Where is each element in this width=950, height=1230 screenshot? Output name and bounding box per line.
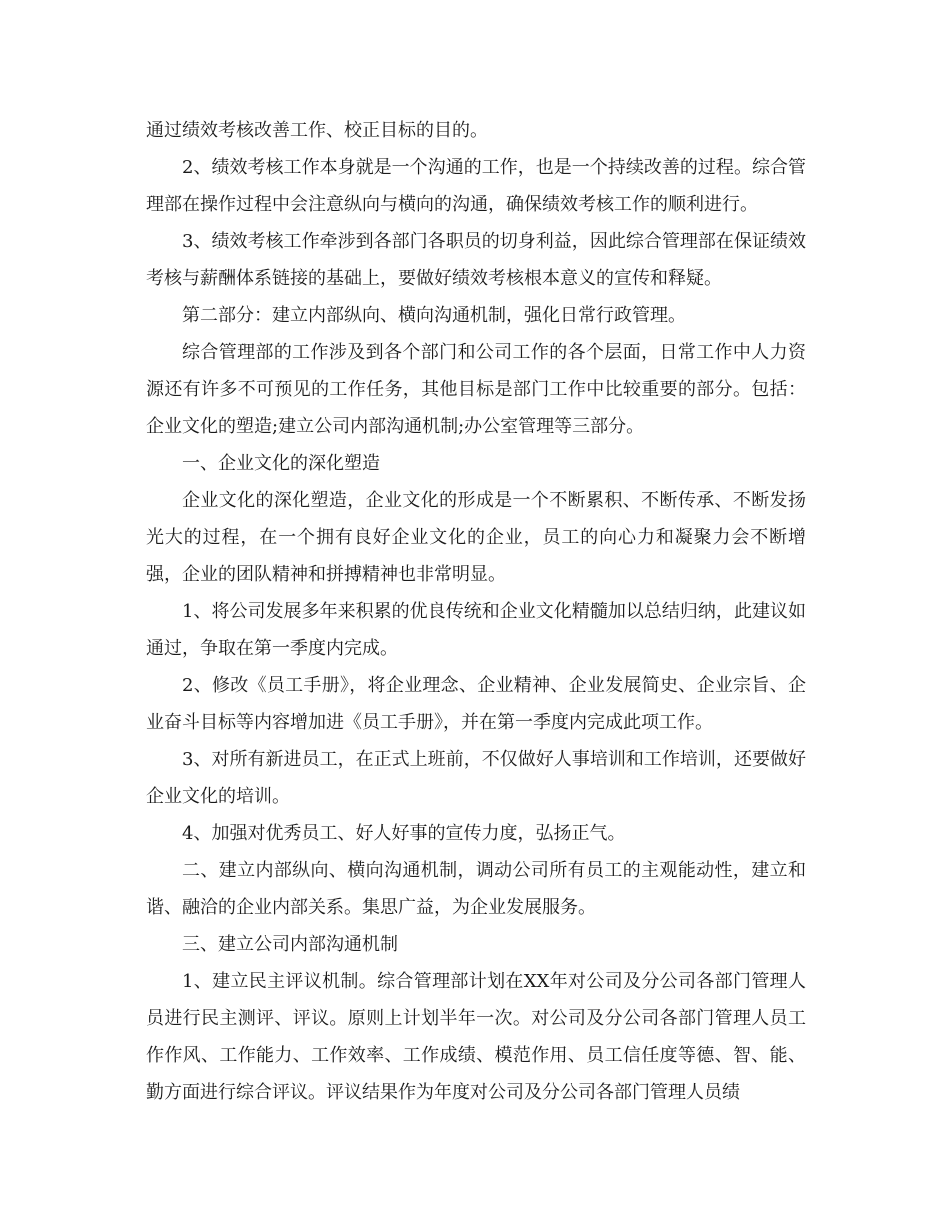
document-body [146,112,806,1111]
heading-corporate-culture: 一、企业文化的深化塑造 [182,453,380,474]
list-item-new-employee-training: 3、对所有新进员工，在正式上班前，不仅做好人事培训和工作培训，还要做好企业文化的培训。 [146,749,806,807]
list-item-summarize-tradition: 1、将公司发展多年来积累的优良传统和企业文化精髓加以总结归纳，此建议如通过，争取在第一季度内完成。 [146,601,806,659]
list-item-promote-excellence: 4、加强对优秀员工、好人好事的宣传力度，弘扬正气。 [182,823,626,844]
heading-internal-communication: 三、建立公司内部沟通机制 [182,934,398,955]
paragraph-corporate-culture: 企业文化的深化塑造，企业文化的形成是一个不断累积、不断传承、不断发扬光大的过程，在一个拥有良好企业文化的企业，员工的向心力和凝聚力会不断增强，企业的团队精神和拼搏精神也非常明显。 [146,490,806,585]
list-item-employee-handbook: 2、修改《员工手册》，将企业理念、企业精神、企业发展简史、企业宗旨、企业奋斗目标等内容增加进《员工手册》，并在第一季度内完成此项工作。 [146,675,806,733]
section-heading-part-two: 第二部分：建立内部纵向、横向沟通机制，强化日常行政管理。 [182,305,686,326]
heading-communication-mechanism: 二、建立内部纵向、横向沟通机制，调动公司所有员工的主观能动性，建立和谐、融洽的企业内部关系。集思广益，为企业发展服务。 [146,860,806,918]
paragraph-continuation: 通过绩效考核改善工作、校正目标的目的。 [146,120,488,141]
paragraph-appraisal-interests: 3、绩效考核工作牵涉到各部门各职员的切身利益，因此综合管理部在保证绩效考核与薪酬体系链接的基础上，要做好绩效考核根本意义的宣传和释疑。 [146,231,806,289]
paragraph-appraisal-communication: 2、绩效考核工作本身就是一个沟通的工作，也是一个持续改善的过程。综合管理部在操作过程中会注意纵向与横向的沟通，确保绩效考核工作的顺利进行。 [146,157,806,215]
list-item-democratic-review: 1、建立民主评议机制。综合管理部计划在XX年对公司及分公司各部门管理人员进行民主测评、评议。原则上计划半年一次。对公司及分公司各部门管理人员工作作风、工作能力、工作效率、工作成绩、模范作用、员工信任度等德、智、能、勤方面进行综合评议。评议结果作为年度对公司及分公司各部门管理人员绩 [146,971,806,1103]
paragraph-part-two-intro: 综合管理部的工作涉及到各个部门和公司工作的各个层面，日常工作中人力资源还有许多不可预见的工作任务，其他目标是部门工作中比较重要的部分。包括：企业文化的塑造;建立公司内部沟通机制;办公室管理等三部分。 [146,342,806,437]
